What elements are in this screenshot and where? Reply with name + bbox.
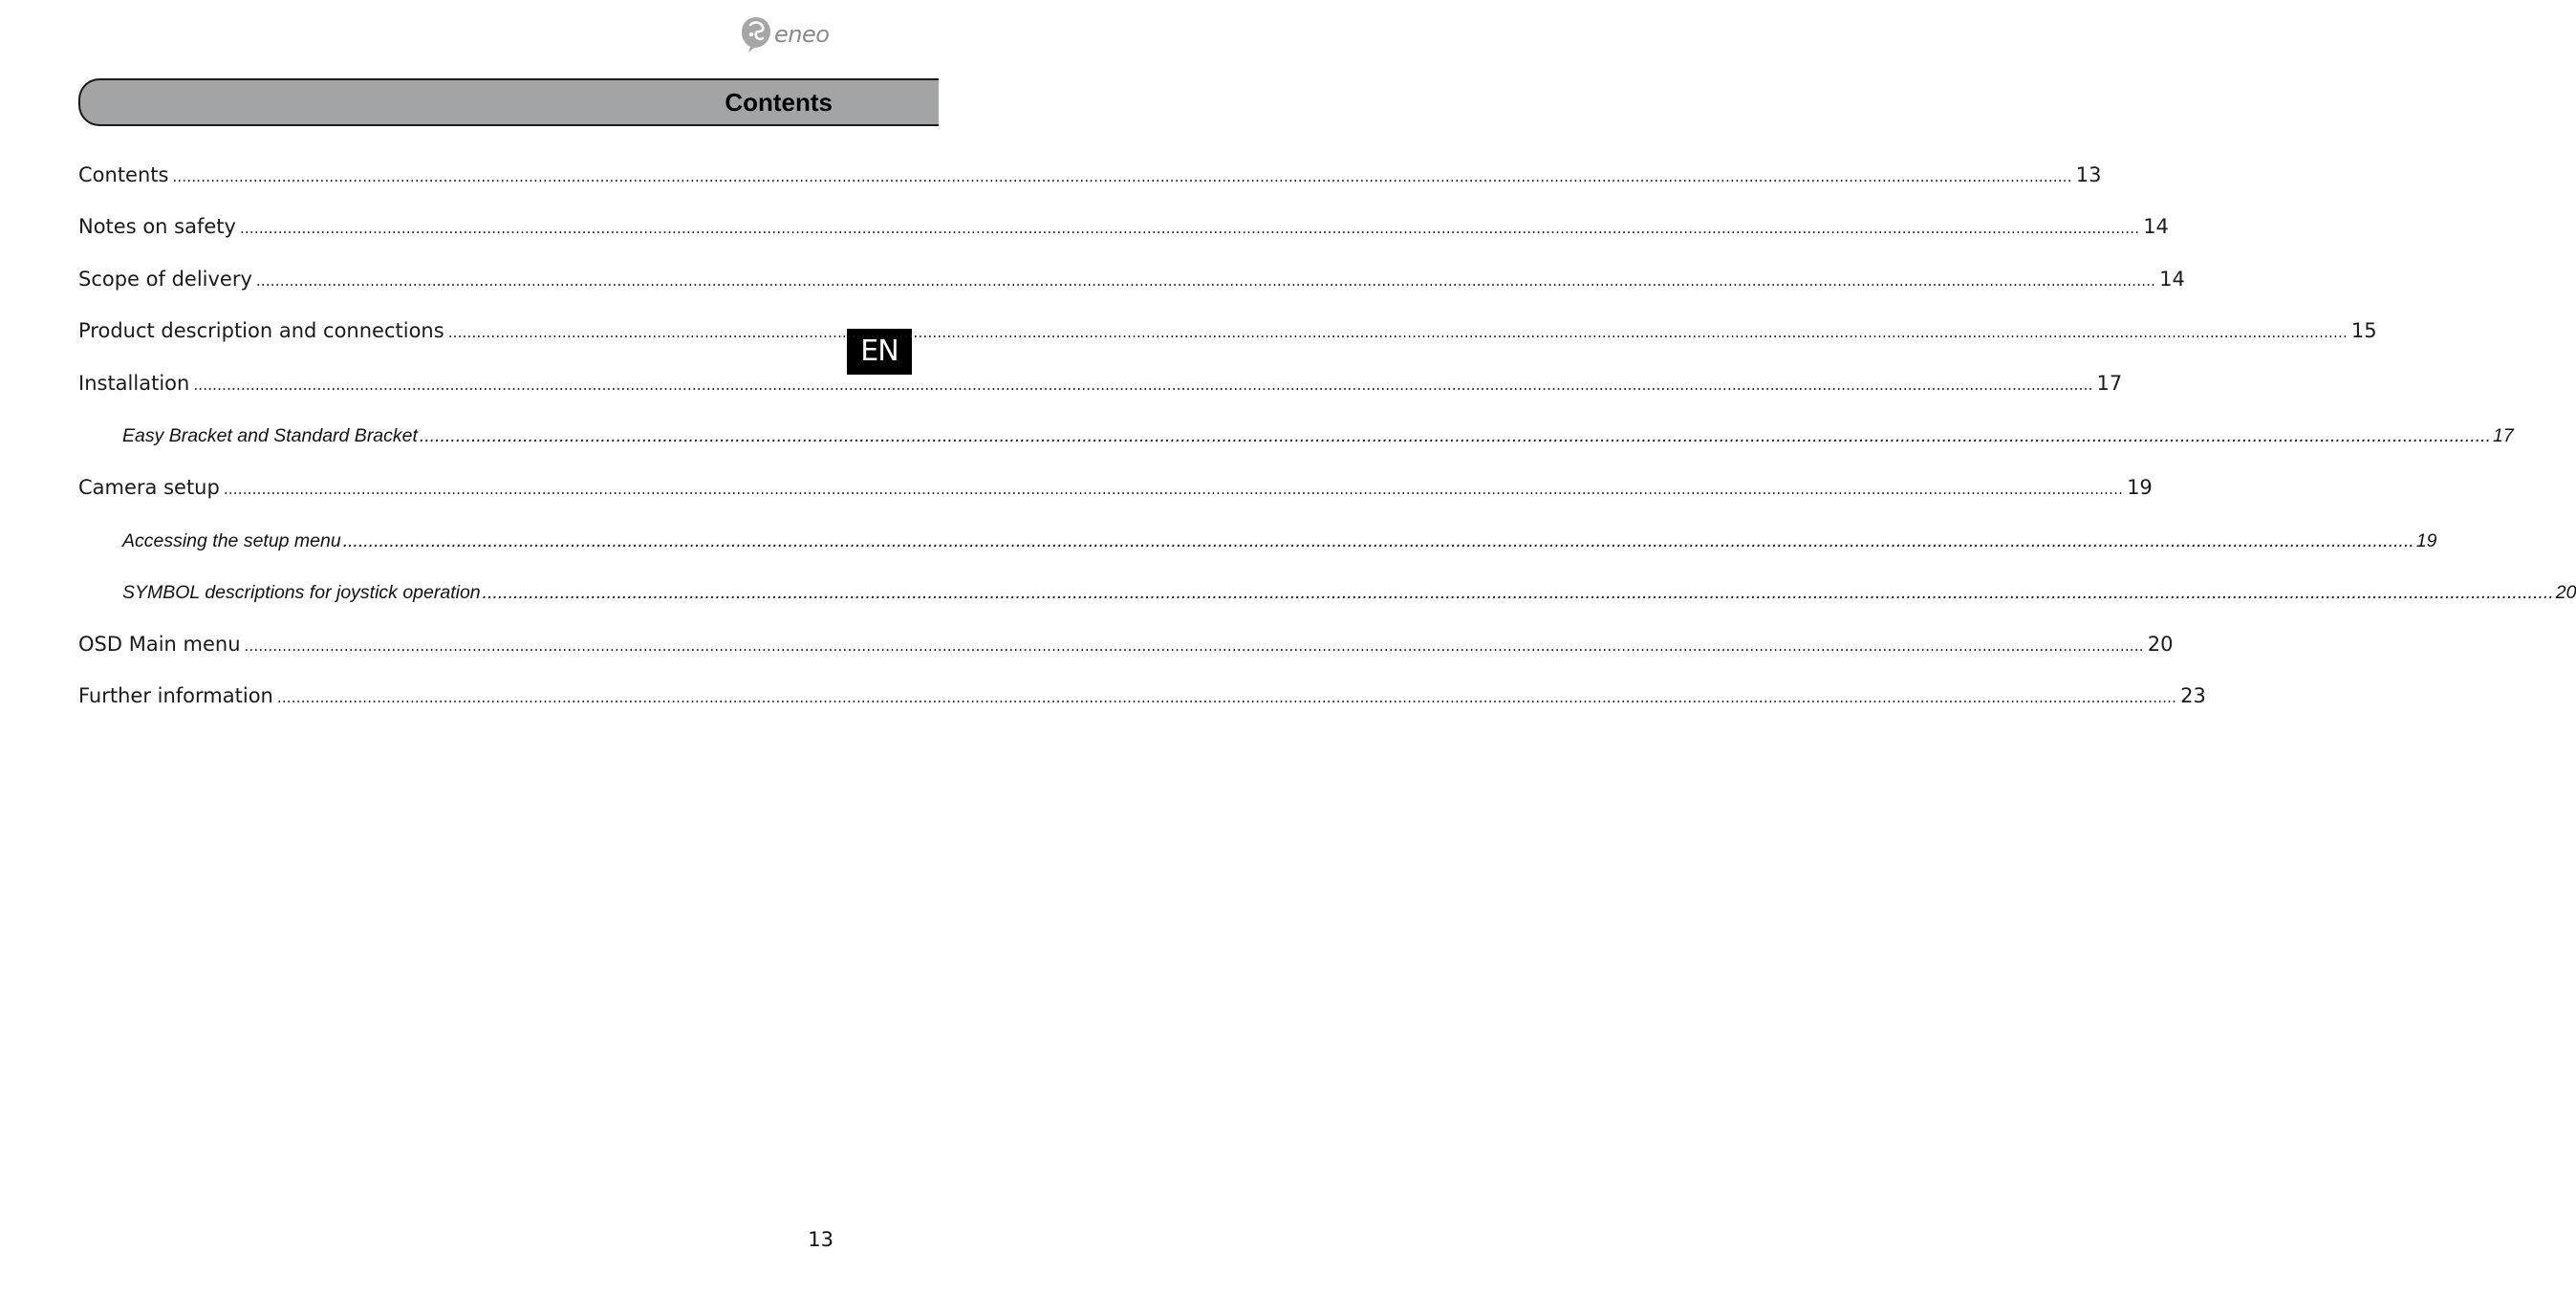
toc-entry[interactable] <box>78 212 2169 241</box>
toc-subentry-page: 20 <box>2555 582 2576 603</box>
toc-entry[interactable] <box>78 681 2206 710</box>
toc-entry-page: 23 <box>2180 684 2206 707</box>
toc-entry[interactable] <box>78 630 2174 658</box>
toc-subentry-title: Accessing the setup menu <box>122 530 341 551</box>
toc-subentry-title: Easy Bracket and Standard Bracket <box>122 425 418 446</box>
toc-subentry-title: SYMBOL descriptions for joystick operation <box>122 582 481 603</box>
toc-entry-page: 17 <box>2096 372 2123 395</box>
toc-subentry[interactable] <box>122 579 2576 606</box>
brand-name: eneo <box>774 21 830 48</box>
toc-leader-dots: ................................................................................................................................................................................................................................................................................................................................................................................................................ <box>255 272 2156 290</box>
toc-leader-dots: ................................................................................................................................................................................................................................................................................................................................................................................................................ <box>172 168 2072 185</box>
toc-entry-title: Installation <box>78 372 190 395</box>
toc-leader-dots: ................................................................................................................................................................................................................................................................................................................................................................................................................ <box>419 425 2492 446</box>
toc-entry[interactable] <box>78 316 2377 345</box>
toc-leader-dots: ................................................................................................................................................................................................................................................................................................................................................................................................................ <box>244 637 2144 655</box>
toc-entry-title: OSD Main menu <box>78 633 241 656</box>
toc-entry-page: 14 <box>2143 215 2169 238</box>
toc-leader-dots: ................................................................................................................................................................................................................................................................................................................................................................................................................ <box>447 324 2348 341</box>
toc-subentry-page: 19 <box>2415 530 2437 551</box>
toc-entry[interactable] <box>78 265 2185 293</box>
toc-entry-title: Contents <box>78 163 169 186</box>
toc-leader-dots: ................................................................................................................................................................................................................................................................................................................................................................................................................ <box>482 582 2554 603</box>
footer-page-number: 13 <box>808 1228 833 1251</box>
toc-entry-page: 19 <box>2127 476 2153 499</box>
toc-subentry[interactable] <box>122 528 2437 554</box>
toc-entry-title: Scope of delivery <box>78 268 252 291</box>
toc-entry[interactable] <box>78 369 2123 398</box>
toc-entry-title: Camera setup <box>78 476 220 499</box>
toc-entry-page: 13 <box>2075 163 2102 186</box>
toc-leader-dots: ................................................................................................................................................................................................................................................................................................................................................................................................................ <box>223 481 2124 498</box>
toc-entry[interactable] <box>78 473 2153 502</box>
toc-entry-page: 14 <box>2159 268 2185 291</box>
toc-subentry[interactable] <box>122 422 2514 449</box>
page-title: Contents <box>725 88 833 117</box>
toc-entry-page: 15 <box>2350 319 2377 342</box>
toc-entry[interactable] <box>78 161 2102 189</box>
toc-entry-page: 20 <box>2147 633 2174 656</box>
language-tab[interactable]: EN <box>847 329 912 375</box>
toc-entry-title: Further information <box>78 684 273 707</box>
toc-leader-dots: ................................................................................................................................................................................................................................................................................................................................................................................................................ <box>193 377 2093 394</box>
toc-leader-dots: ................................................................................................................................................................................................................................................................................................................................................................................................................ <box>239 220 2140 237</box>
toc-entry-title: Product description and connections <box>78 319 444 342</box>
toc-entry-title: Notes on safety <box>78 215 236 238</box>
toc-leader-dots: ................................................................................................................................................................................................................................................................................................................................................................................................................ <box>276 689 2177 706</box>
toc-leader-dots: ................................................................................................................................................................................................................................................................................................................................................................................................................ <box>342 530 2414 551</box>
toc-subentry-page: 17 <box>2493 425 2514 446</box>
